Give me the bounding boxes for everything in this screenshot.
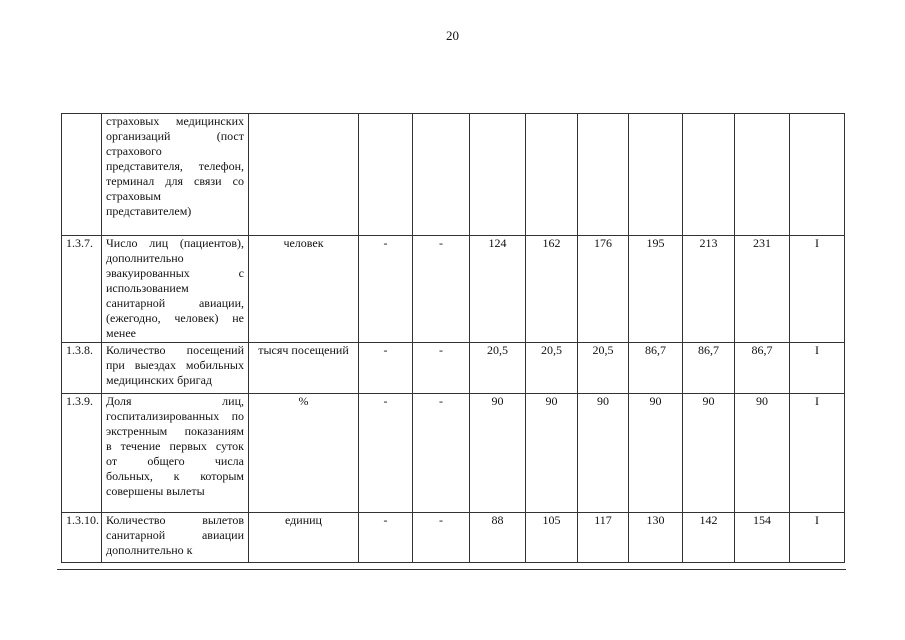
value-cell-c4: 90 [526, 394, 578, 513]
value-cell-c2 [413, 114, 470, 236]
description-line: представителя, телефон, [106, 159, 244, 173]
value-cell-c7 [683, 114, 735, 236]
value-cell-c5: 20,5 [578, 343, 629, 394]
value-cell-c1: - [359, 343, 413, 394]
unit-cell: тысяч посещений [249, 343, 359, 394]
value-cell-c5 [578, 114, 629, 236]
value-cell-c1: - [359, 394, 413, 513]
value-cell-c4 [526, 114, 578, 236]
page-number: 20 [446, 28, 459, 43]
description-line: Доля лиц, [106, 394, 244, 408]
description-line: экстренным показаниям [106, 424, 244, 438]
value-cell-c8: 154 [735, 513, 790, 563]
value-cell-c8: 231 [735, 236, 790, 343]
description-line: представителем) [106, 204, 192, 218]
row-number: 1.3.9. [62, 394, 102, 513]
value-cell-c9: I [790, 343, 845, 394]
row-number: 1.3.8. [62, 343, 102, 394]
value-cell-c7: 90 [683, 394, 735, 513]
value-cell-c2: - [413, 513, 470, 563]
table-row [62, 513, 845, 563]
value-cell-c2: - [413, 394, 470, 513]
description-line: от общего числа [106, 454, 244, 468]
description-line: госпитализированных по [106, 409, 244, 423]
description-line: организаций (пост [106, 129, 244, 143]
footer-divider [57, 569, 846, 570]
value-cell-c6 [629, 114, 683, 236]
row-number: 1.3.10. [62, 513, 102, 563]
value-cell-c9: I [790, 513, 845, 563]
value-cell-c3 [470, 114, 526, 236]
value-cell-c3: 20,5 [470, 343, 526, 394]
indicator-table [61, 113, 845, 563]
value-cell-c6: 90 [629, 394, 683, 513]
value-cell-c5: 176 [578, 236, 629, 343]
description-line: больных, к которым [106, 469, 244, 483]
value-cell-c5: 117 [578, 513, 629, 563]
indicator-description [102, 343, 249, 394]
unit-cell [249, 114, 359, 236]
value-cell-c3: 88 [470, 513, 526, 563]
unit-cell: % [249, 394, 359, 513]
value-cell-c6: 86,7 [629, 343, 683, 394]
value-cell-c7: 142 [683, 513, 735, 563]
value-cell-c6: 130 [629, 513, 683, 563]
value-cell-c9 [790, 114, 845, 236]
value-cell-c8: 86,7 [735, 343, 790, 394]
value-cell-c1 [359, 114, 413, 236]
value-cell-c8 [735, 114, 790, 236]
table-row [62, 236, 845, 343]
table-row [62, 114, 845, 236]
value-cell-c4: 105 [526, 513, 578, 563]
value-cell-c9: I [790, 394, 845, 513]
description-line: (ежегодно, человек) не [106, 311, 244, 325]
indicator-description [102, 236, 249, 343]
description-line: санитарной авиации [106, 528, 244, 542]
unit-cell: человек [249, 236, 359, 343]
value-cell-c1: - [359, 236, 413, 343]
value-cell-c5: 90 [578, 394, 629, 513]
indicator-description [102, 513, 249, 563]
unit-cell: единиц [249, 513, 359, 563]
description-line: эвакуированных с [106, 266, 244, 280]
value-cell-c7: 213 [683, 236, 735, 343]
indicator-description [102, 394, 249, 513]
description-line: терминал для связи со [106, 174, 244, 188]
value-cell-c8: 90 [735, 394, 790, 513]
description-line: Число лиц (пациентов), [106, 236, 244, 250]
description-line: санитарной авиации, [106, 296, 244, 310]
description-line: дополнительно к [106, 543, 193, 557]
table-row [62, 394, 845, 513]
description-line: использованием [106, 281, 189, 295]
row-number [62, 114, 102, 236]
value-cell-c6: 195 [629, 236, 683, 343]
description-line: медицинских бригад [106, 373, 213, 387]
table-row [62, 343, 845, 394]
value-cell-c2: - [413, 236, 470, 343]
description-line: страховых медицинских [106, 114, 244, 128]
description-line: в течение первых суток [106, 439, 244, 453]
description-line: дополнительно [106, 251, 184, 265]
value-cell-c7: 86,7 [683, 343, 735, 394]
description-line: Количество посещений [106, 343, 244, 357]
value-cell-c9: I [790, 236, 845, 343]
description-line: менее [106, 326, 136, 340]
row-number: 1.3.7. [62, 236, 102, 343]
value-cell-c3: 124 [470, 236, 526, 343]
value-cell-c4: 20,5 [526, 343, 578, 394]
description-line: Количество вылетов [106, 513, 244, 527]
description-line: страхового [106, 144, 162, 158]
value-cell-c2: - [413, 343, 470, 394]
description-line: страховым [106, 189, 161, 203]
value-cell-c1: - [359, 513, 413, 563]
description-line: при выездах мобильных [106, 358, 244, 372]
indicator-description [102, 114, 249, 236]
value-cell-c4: 162 [526, 236, 578, 343]
value-cell-c3: 90 [470, 394, 526, 513]
description-line: совершены вылеты [106, 484, 205, 498]
